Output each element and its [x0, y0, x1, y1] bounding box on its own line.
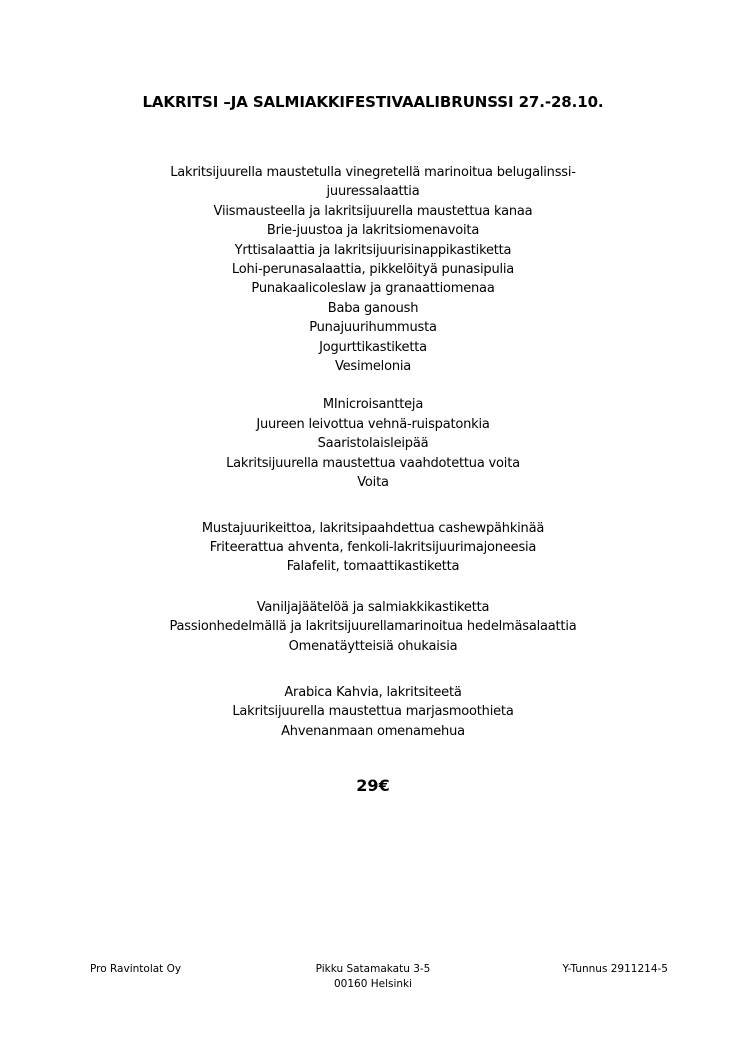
menu-section-warm-dishes	[120, 519, 626, 577]
menu-item: Baba ganoush	[327, 300, 419, 316]
menu-item: Lohi-perunasalaattia, pikkelöityä punasipulia	[231, 262, 515, 278]
menu-section-salads	[120, 163, 626, 376]
menu-item: Punajuurihummusta	[309, 320, 437, 336]
menu-item: Omenatäytteisiä ohukaisia	[288, 638, 458, 654]
menu-item: Voita	[357, 475, 389, 491]
menu-item: Vaniljajäätelöä ja salmiakkikastiketta	[256, 599, 490, 615]
menu-item: Lakritsijuurella maustettua vaahdotettua voita	[226, 455, 520, 471]
footer-address	[273, 962, 473, 992]
menu-item: Punakaalicoleslaw ja granaattiomenaa	[251, 281, 495, 297]
menu-item: Vesimelonia	[334, 359, 412, 375]
section-spacer	[120, 577, 626, 598]
menu-item: Passionhedelmällä ja lakritsijuurellamarinoitua hedelmäsalaattia	[169, 619, 577, 635]
menu-item: Ahvenanmaan omenamehua	[281, 723, 465, 739]
menu-item: Yrttisalaattia ja lakritsijuurisinappikastiketta	[234, 242, 512, 258]
footer-company-name: Pro Ravintolat Oy	[90, 963, 182, 975]
price: 29€	[356, 776, 390, 795]
menu-section-breads	[120, 395, 626, 492]
menu-item: Arabica Kahvia, lakritsiteetä	[284, 684, 462, 700]
menu-item: Mustajuurikeittoa, lakritsipaahdettua cashewpähkinää	[201, 520, 545, 536]
page-title: LAKRITSI –JA SALMIAKKIFESTIVAALIBRUNSSI 27.-28.10.	[142, 93, 604, 111]
section-spacer	[120, 656, 626, 683]
menu	[120, 163, 626, 741]
menu-item: Saaristolaisleipää	[317, 436, 429, 452]
menu-item: MInicroisantteja	[322, 397, 424, 413]
menu-item: Falafelit, tomaattikastiketta	[286, 559, 460, 575]
menu-section-desserts	[120, 598, 626, 656]
menu-item: Friteerattua ahventa, fenkoli-lakritsijuurimajoneesia	[209, 539, 537, 555]
section-spacer	[120, 493, 626, 519]
menu-item: Lakritsijuurella maustettua marjasmoothieta	[232, 704, 514, 720]
footer-business-id: Y-Tunnus 2911214-5	[562, 963, 668, 975]
footer-postal-city: 00160 Helsinki	[333, 978, 413, 990]
footer	[0, 962, 746, 1002]
menu-item: Juureen leivottua vehnä-ruispatonkia	[256, 416, 490, 432]
menu-item: Brie-juustoa ja lakritsiomenavoita	[266, 223, 480, 239]
menu-item: Jogurttikastiketta	[319, 339, 427, 355]
menu-item: Lakritsijuurella maustetulla vinegretellä marinoitua belugalinssi-juuressalaattia	[170, 165, 576, 200]
menu-item: Viismausteella ja lakritsijuurella maustettua kanaa	[213, 203, 533, 219]
menu-section-drinks	[120, 683, 626, 741]
footer-street: Pikku Satamakatu 3-5	[315, 963, 431, 975]
section-spacer	[120, 376, 626, 395]
